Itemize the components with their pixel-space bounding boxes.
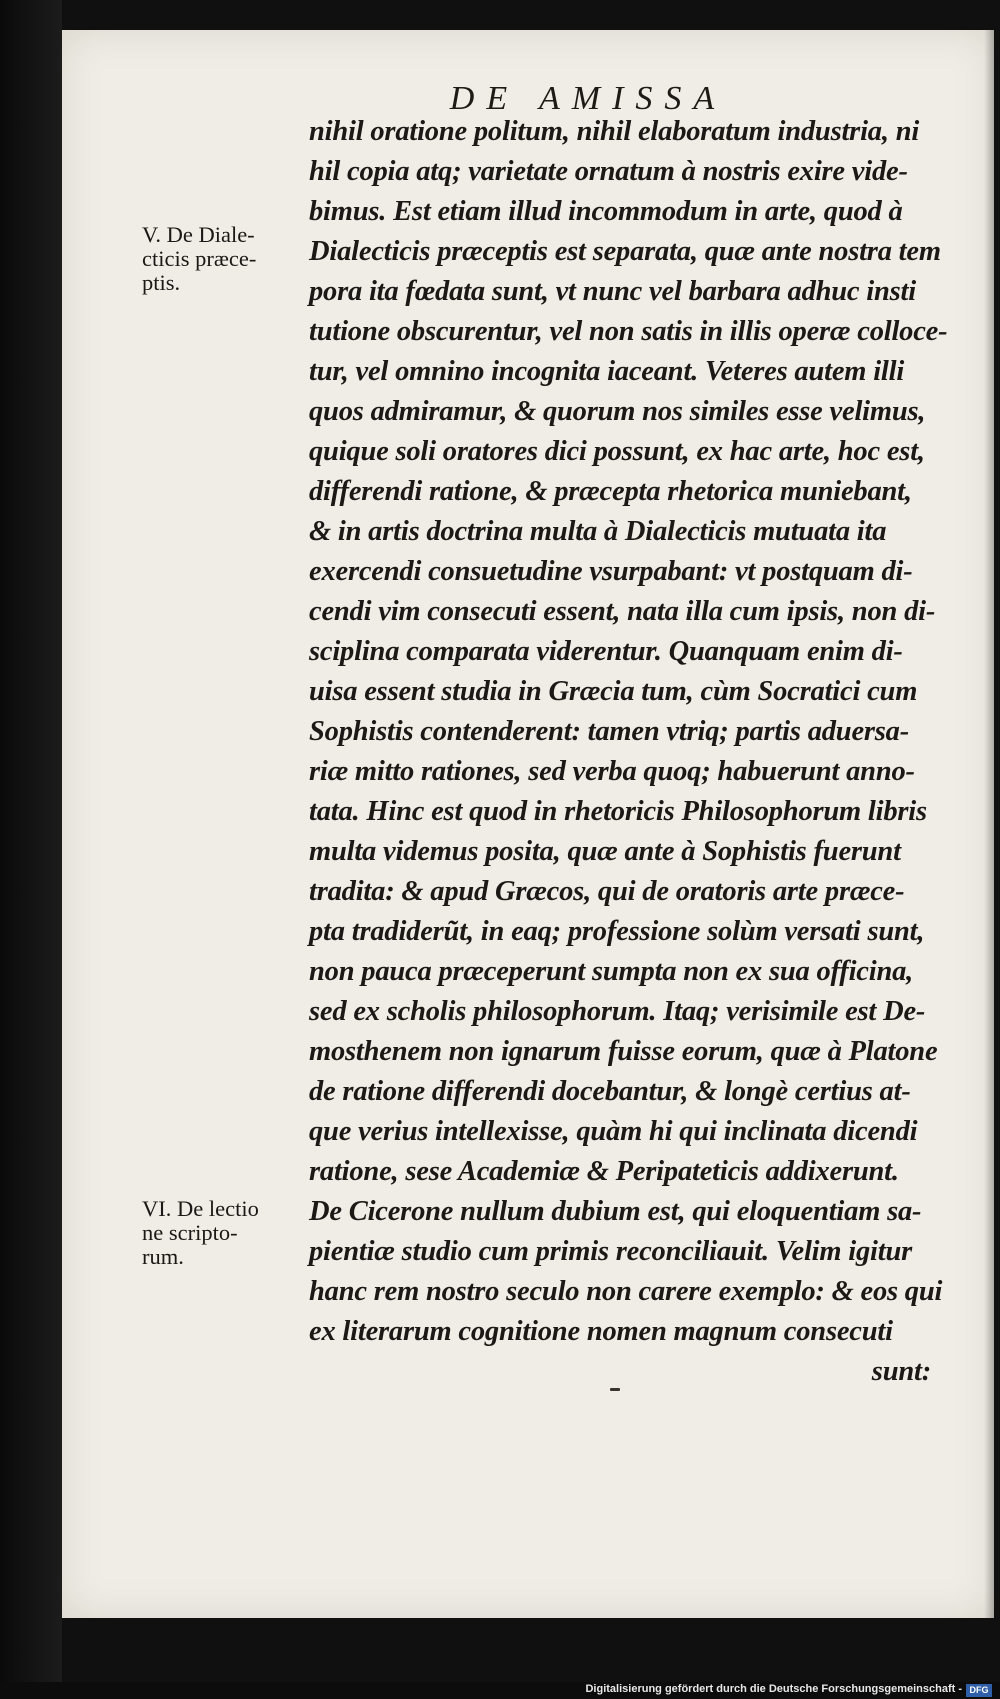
text-line: sed ex scholis philosophorum. Itaq; verisimile est De-: [309, 996, 926, 1027]
text-line: bimus. Est etiam illud incommodum in arte, quod à: [309, 196, 903, 227]
margin-note-line: V. De Diale-: [142, 222, 255, 247]
text-line: tradita: & apud Græcos, qui de oratoris arte præce-: [309, 876, 905, 907]
margin-note-line: rum.: [142, 1244, 184, 1269]
text-line: Sophistis contenderent: tamen vtriq; partis aduersa-: [309, 716, 910, 747]
margin-note-line: VI. De lectio: [142, 1196, 259, 1221]
page-edge-shadow: [984, 30, 994, 1618]
text-line: sciplina comparata viderentur. Quanquam enim di-: [309, 636, 903, 667]
text-line: tata. Hinc est quod in rhetoricis Philosophorum libris: [309, 796, 927, 827]
text-line: non pauca præceperunt sumpta non ex sua officina,: [309, 956, 914, 987]
running-head: DE AMISSA: [449, 80, 727, 117]
book-page: [62, 30, 994, 1618]
text-line: Dialecticis præceptis est separata, quæ ante nostra tem: [309, 236, 941, 267]
text-line: de ratione differendi docebantur, & longè certius at-: [309, 1076, 911, 1107]
text-line: hil copia atq; varietate ornatum à nostris exire vide-: [309, 156, 908, 187]
text-line: exercendi consuetudine vsurpabant: vt postquam di-: [309, 556, 913, 587]
dfg-logo: DFG: [966, 1684, 992, 1697]
print-mark: [610, 1388, 620, 1391]
text-line: ex literarum cognitione nomen magnum consecuti: [309, 1316, 893, 1347]
text-line: pta tradiderũt, in eaq; professione solùm versati sunt,: [309, 916, 925, 947]
footer-credit: Digitalisierung gefördert durch die Deutsche Forschungsgemeinschaft -: [585, 1683, 962, 1695]
text-line: que verius intellexisse, quàm hi qui inclinata dicendi: [309, 1116, 918, 1147]
margin-note-line: ne scripto-: [142, 1220, 238, 1245]
text-line: multa videmus posita, quæ ante à Sophistis fuerunt: [309, 836, 901, 867]
text-line: pientiæ studio cum primis reconciliauit. Velim igitur: [309, 1236, 913, 1267]
margin-note-line: cticis præce-: [142, 246, 257, 271]
text-line: tutione obscurentur, vel non satis in illis operæ colloce-: [309, 316, 948, 347]
body-text: [309, 112, 948, 1392]
margin-note-dialectic: [142, 223, 292, 295]
text-line: De Cicerone nullum dubium est, qui eloquentiam sa-: [309, 1196, 922, 1227]
text-line: tur, vel omnino incognita iaceant. Veteres autem illi: [309, 356, 905, 387]
text-line: hanc rem nostro seculo non carere exemplo: & eos qui: [309, 1276, 943, 1307]
text-line: quos admiramur, & quorum nos similes esse velimus,: [309, 396, 926, 427]
text-line: nihil oratione politum, nihil elaboratum industria, ni: [309, 116, 920, 147]
text-line: differendi ratione, & præcepta rhetorica muniebant,: [309, 476, 912, 507]
text-line: cendi vim consecuti essent, nata illa cum ipsis, non di-: [309, 596, 936, 627]
text-line: uisa essent studia in Græcia tum, cùm Socratici cum: [309, 676, 918, 707]
scan-left-edge: [0, 0, 62, 1699]
text-line: riæ mitto rationes, sed verba quoq; habuerunt anno-: [309, 756, 915, 787]
text-line: & in artis doctrina multa à Dialecticis mutuata ita: [309, 516, 887, 547]
text-line: quique soli oratores dici possunt, ex hac arte, hoc est,: [309, 436, 925, 467]
text-line: ratione, sese Academiæ & Peripateticis addixerunt.: [309, 1156, 899, 1187]
text-line: pora ita fœdata sunt, vt nunc vel barbara adhuc insti: [309, 276, 916, 307]
margin-note-line: ptis.: [142, 270, 181, 295]
margin-note-reading: [142, 1197, 292, 1269]
catchword: sunt:: [871, 1356, 931, 1387]
text-line: mosthenem non ignarum fuisse eorum, quæ à Platone: [309, 1036, 938, 1067]
